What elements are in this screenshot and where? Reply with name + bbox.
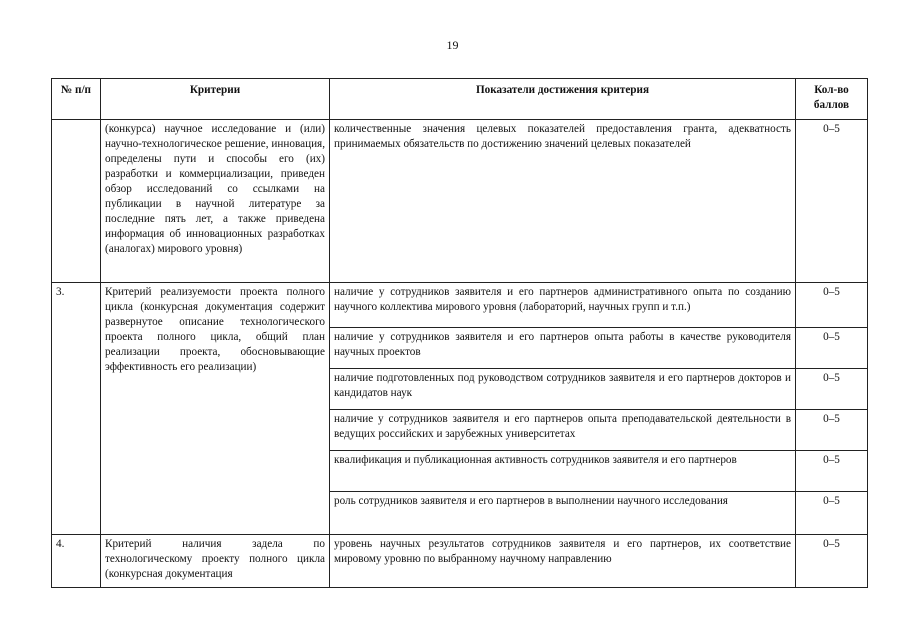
header-criteria: Критерии [101, 79, 330, 120]
row-criterion: Критерий реализуемости проекта полного цикла (конкурсная документация содержит развернутое описание технологического проекта полного цикла, общий план реализации проекта, обосновывающие эффективность его реализации) [101, 283, 330, 535]
row-indicator: количественные значения целевых показателей предоставления гранта, адекватность принимаемых обязательств по достижению значений целевых показателей [330, 120, 796, 283]
table-row [52, 283, 868, 328]
row-indicator: наличие у сотрудников заявителя и его партнеров опыта преподавательской деятельности в ведущих российских и зарубежных университетах [330, 410, 796, 451]
row-num: 4. [52, 535, 101, 588]
row-indicator: квалификация и публикационная активность сотрудников заявителя и его партнеров [330, 451, 796, 492]
table-row [52, 535, 868, 588]
row-score: 0–5 [796, 410, 868, 451]
row-score: 0–5 [796, 283, 868, 328]
row-indicator: уровень научных результатов сотрудников заявителя и его партнеров, их соответствие мировому уровню по выбранному научному направлению [330, 535, 796, 588]
row-criterion: (конкурса) научное исследование и (или) научно-технологическое решение, инновация, определены пути и способы его (их) разработки и коммерциализации, приведен обзор исследований со ссылками на публикации в научной литературе за последние пять лет, а также приведена информация об инновационных разработках (аналогах) мирового уровня) [101, 120, 330, 283]
row-indicator: наличие подготовленных под руководством сотрудников заявителя и его партнеров докторов и кандидатов наук [330, 369, 796, 410]
row-score: 0–5 [796, 369, 868, 410]
row-num [52, 120, 101, 283]
row-score: 0–5 [796, 451, 868, 492]
row-num: 3. [52, 283, 101, 535]
row-indicator: наличие у сотрудников заявителя и его партнеров административного опыта по созданию научного коллектива мирового уровня (лабораторий, научных групп и т.п.) [330, 283, 796, 328]
criteria-table [51, 78, 868, 588]
table-header-row [52, 79, 868, 120]
header-indicators: Показатели достижения критерия [330, 79, 796, 120]
row-score: 0–5 [796, 535, 868, 588]
header-score: Кол-во баллов [796, 79, 868, 120]
row-score: 0–5 [796, 492, 868, 535]
header-num: № п/п [52, 79, 101, 120]
row-score: 0–5 [796, 120, 868, 283]
table-row [52, 120, 868, 283]
page-number: 19 [446, 38, 459, 52]
row-score: 0–5 [796, 328, 868, 369]
row-indicator: роль сотрудников заявителя и его партнеров в выполнении научного исследования [330, 492, 796, 535]
row-criterion: Критерий наличия задела по технологическому проекту полного цикла (конкурсная документация [101, 535, 330, 588]
row-indicator: наличие у сотрудников заявителя и его партнеров опыта работы в качестве руководителя научных проектов [330, 328, 796, 369]
